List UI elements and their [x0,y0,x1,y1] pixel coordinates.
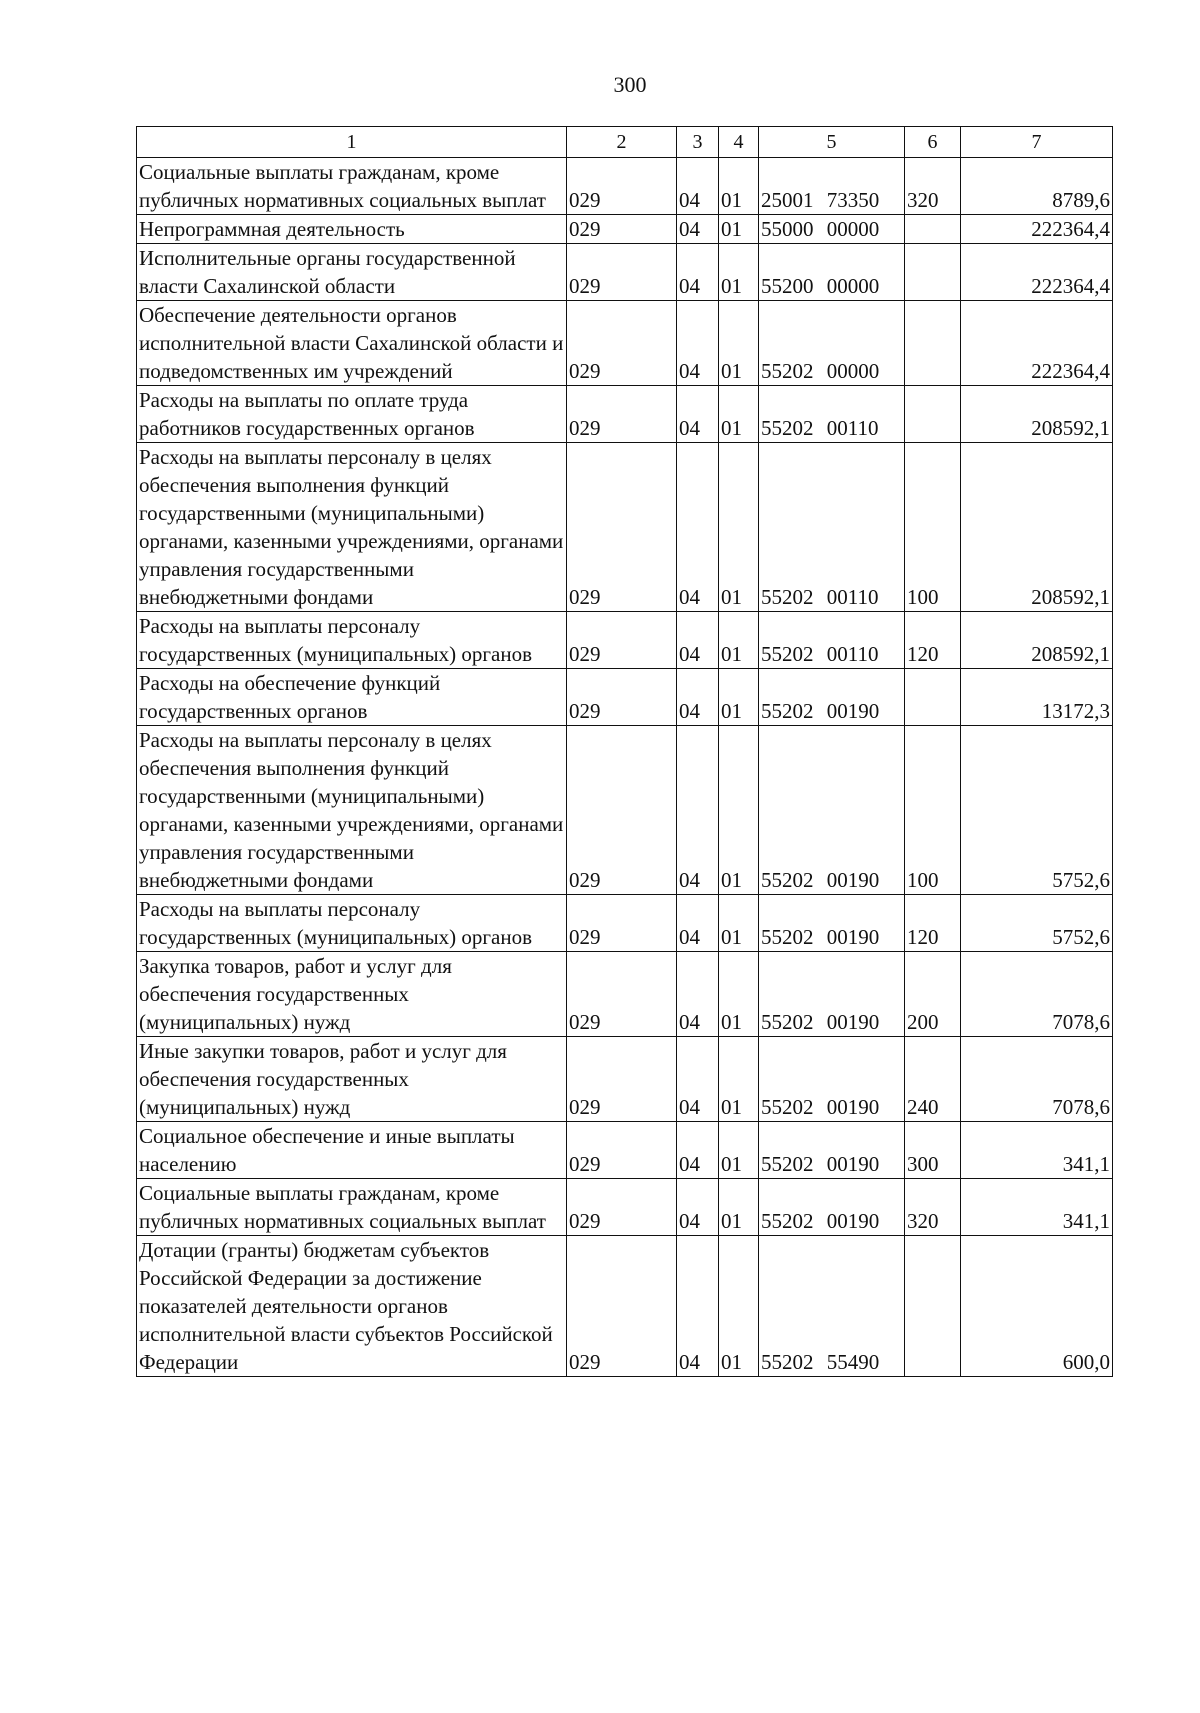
expense-type-cell: 240 [905,1037,961,1122]
subsection-code-cell: 01 [719,244,759,301]
subsection-code-cell: 01 [719,895,759,952]
expense-name-cell: Обеспечение деятельности органов исполнительной власти Сахалинской области и подведомственных им учреждений [137,301,567,386]
budget-table [136,126,1113,1377]
department-code-cell: 029 [567,895,677,952]
amount-cell: 5752,6 [961,726,1113,895]
expense-name-cell: Закупка товаров, работ и услуг для обеспечения государственных (муниципальных) нужд [137,952,567,1037]
header-cell: 6 [905,127,961,158]
expense-type-cell: 100 [905,726,961,895]
department-code-cell: 029 [567,443,677,612]
amount-cell: 341,1 [961,1179,1113,1236]
header-row [137,127,1113,158]
amount-cell: 341,1 [961,1122,1113,1179]
subsection-code-cell: 01 [719,158,759,215]
table-row [137,952,1113,1037]
target-article-cell: 55202 00110 [759,386,905,443]
expense-name-cell: Расходы на выплаты персоналу государственных (муниципальных) органов [137,895,567,952]
department-code-cell: 029 [567,1122,677,1179]
expense-name-cell: Расходы на выплаты по оплате труда работников государственных органов [137,386,567,443]
target-article-cell: 55202 55490 [759,1236,905,1377]
section-code-cell: 04 [677,1037,719,1122]
table-row [137,669,1113,726]
section-code-cell: 04 [677,726,719,895]
table-row [137,1037,1113,1122]
section-code-cell: 04 [677,669,719,726]
subsection-code-cell: 01 [719,1122,759,1179]
amount-cell: 7078,6 [961,952,1113,1037]
amount-cell: 208592,1 [961,386,1113,443]
expense-name-cell: Расходы на выплаты персоналу государственных (муниципальных) органов [137,612,567,669]
table-row [137,158,1113,215]
subsection-code-cell: 01 [719,726,759,895]
expense-name-cell: Социальные выплаты гражданам, кроме публичных нормативных социальных выплат [137,1179,567,1236]
table-row [137,895,1113,952]
amount-cell: 8789,6 [961,158,1113,215]
amount-cell: 208592,1 [961,612,1113,669]
target-article-cell: 55202 00190 [759,952,905,1037]
subsection-code-cell: 01 [719,215,759,244]
section-code-cell: 04 [677,952,719,1037]
department-code-cell: 029 [567,1179,677,1236]
section-code-cell: 04 [677,1236,719,1377]
department-code-cell: 029 [567,301,677,386]
expense-name-cell: Расходы на выплаты персоналу в целях обеспечения выполнения функций государственными (муниципальными) органами, казенными учреждениями, органами управления государственными внебюджетными фондами [137,443,567,612]
page-number: 300 [613,72,647,97]
subsection-code-cell: 01 [719,386,759,443]
department-code-cell: 029 [567,669,677,726]
header-cell: 4 [719,127,759,158]
department-code-cell: 029 [567,244,677,301]
amount-cell: 222364,4 [961,301,1113,386]
expense-type-cell: 300 [905,1122,961,1179]
expense-name-cell: Социальное обеспечение и иные выплаты населению [137,1122,567,1179]
expense-type-cell [905,301,961,386]
table-body [137,158,1113,1377]
section-code-cell: 04 [677,1122,719,1179]
target-article-cell: 25001 73350 [759,158,905,215]
expense-type-cell: 100 [905,443,961,612]
department-code-cell: 029 [567,726,677,895]
expense-name-cell: Дотации (гранты) бюджетам субъектов Российской Федерации за достижение показателей деятельности органов исполнительной власти субъектов Российской Федерации [137,1236,567,1377]
expense-type-cell: 200 [905,952,961,1037]
table-row [137,1236,1113,1377]
table-row [137,726,1113,895]
subsection-code-cell: 01 [719,1179,759,1236]
expense-type-cell: 120 [905,895,961,952]
table-row [137,612,1113,669]
subsection-code-cell: 01 [719,612,759,669]
department-code-cell: 029 [567,158,677,215]
section-code-cell: 04 [677,301,719,386]
subsection-code-cell: 01 [719,952,759,1037]
table-row [137,301,1113,386]
expense-type-cell: 320 [905,1179,961,1236]
department-code-cell: 029 [567,612,677,669]
subsection-code-cell: 01 [719,1236,759,1377]
target-article-cell: 55202 00110 [759,612,905,669]
target-article-cell: 55202 00190 [759,726,905,895]
expense-name-cell: Иные закупки товаров, работ и услуг для обеспечения государственных (муниципальных) нужд [137,1037,567,1122]
section-code-cell: 04 [677,443,719,612]
amount-cell: 13172,3 [961,669,1113,726]
expense-name-cell: Исполнительные органы государственной власти Сахалинской области [137,244,567,301]
table-row [137,443,1113,612]
department-code-cell: 029 [567,215,677,244]
header-cell: 5 [759,127,905,158]
target-article-cell: 55202 00190 [759,895,905,952]
section-code-cell: 04 [677,612,719,669]
expense-name-cell: Расходы на обеспечение функций государственных органов [137,669,567,726]
expense-name-cell: Непрограммная деятельность [137,215,567,244]
expense-type-cell [905,386,961,443]
target-article-cell: 55202 00190 [759,669,905,726]
header-cell: 7 [961,127,1113,158]
subsection-code-cell: 01 [719,669,759,726]
header-cell: 1 [137,127,567,158]
expense-name-cell: Расходы на выплаты персоналу в целях обеспечения выполнения функций государственными (муниципальными) органами, казенными учреждениями, органами управления государственными внебюджетными фондами [137,726,567,895]
table-row [137,1179,1113,1236]
header-cell: 2 [567,127,677,158]
table-row [137,215,1113,244]
target-article-cell: 55000 00000 [759,215,905,244]
subsection-code-cell: 01 [719,1037,759,1122]
expense-type-cell [905,669,961,726]
header-cell: 3 [677,127,719,158]
section-code-cell: 04 [677,895,719,952]
target-article-cell: 55202 00190 [759,1122,905,1179]
table-row [137,386,1113,443]
target-article-cell: 55202 00190 [759,1179,905,1236]
amount-cell: 222364,4 [961,244,1113,301]
section-code-cell: 04 [677,215,719,244]
department-code-cell: 029 [567,1037,677,1122]
department-code-cell: 029 [567,952,677,1037]
target-article-cell: 55202 00110 [759,443,905,612]
table-row [137,244,1113,301]
target-article-cell: 55202 00190 [759,1037,905,1122]
expense-type-cell [905,244,961,301]
department-code-cell: 029 [567,386,677,443]
subsection-code-cell: 01 [719,301,759,386]
target-article-cell: 55200 00000 [759,244,905,301]
amount-cell: 222364,4 [961,215,1113,244]
section-code-cell: 04 [677,386,719,443]
section-code-cell: 04 [677,244,719,301]
amount-cell: 208592,1 [961,443,1113,612]
expense-name-cell: Социальные выплаты гражданам, кроме публичных нормативных социальных выплат [137,158,567,215]
department-code-cell: 029 [567,1236,677,1377]
amount-cell: 600,0 [961,1236,1113,1377]
section-code-cell: 04 [677,158,719,215]
amount-cell: 5752,6 [961,895,1113,952]
section-code-cell: 04 [677,1179,719,1236]
expense-type-cell [905,1236,961,1377]
expense-type-cell: 320 [905,158,961,215]
target-article-cell: 55202 00000 [759,301,905,386]
expense-type-cell [905,215,961,244]
subsection-code-cell: 01 [719,443,759,612]
amount-cell: 7078,6 [961,1037,1113,1122]
expense-type-cell: 120 [905,612,961,669]
table-row [137,1122,1113,1179]
